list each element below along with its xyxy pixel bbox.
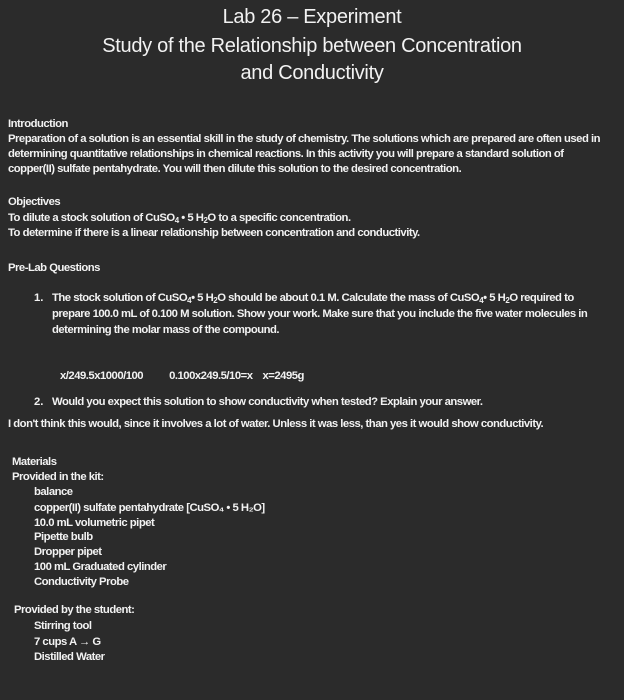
title-line-3: and Conductivity xyxy=(240,62,384,84)
question-2-text: Would you expect this solution to show conductivity when tested? Explain your answer. xyxy=(52,396,483,408)
question-1-line-1: The stock solution of CuSO$_4$• 5 $H_2O$ should be about 0.1 M. Calculate the mass of CuSO$_4$• 5 $H_2O$ required to xyxy=(52,292,574,305)
objectives-line-2: To determine if there is a linear relationship between concentration and conductivity. xyxy=(8,227,420,239)
question-1-line-3: determining the molar mass of the compound. xyxy=(52,324,280,336)
objectives-line-1: To dilute a stock solution of CuSO$_4$ • 5 $H_2O$ to a specific concentration. xyxy=(8,212,351,225)
objectives-heading: Objectives xyxy=(8,196,61,208)
introduction-line-2: determining quantitative relationships in chemical reactions. In this activity you will prepare a standard solution of xyxy=(8,148,564,160)
question-1-line-2: prepare 100.0 mL of 0.100 M solution. Show your work. Make sure that you include the five water molecules in xyxy=(52,308,588,320)
kit-item: Conductivity Probe xyxy=(34,576,129,588)
work-step-1: x/249.5x1000/100 xyxy=(60,370,144,382)
title-line-1: Lab 26 – Experiment xyxy=(222,6,402,28)
work-step-2: 0.100x249.5/10=x xyxy=(169,370,253,382)
kit-label: Provided in the kit: xyxy=(12,471,104,483)
student-item: 7 cups A → G xyxy=(34,636,101,648)
introduction-line-1: Preparation of a solution is an essential skill in the study of chemistry. The solutions which are prepared are often used in xyxy=(8,133,601,145)
introduction-heading: Introduction xyxy=(8,118,68,130)
kit-item: copper(II) sulfate pentahydrate [CuSO₄ • 5 H₂O] xyxy=(34,502,265,514)
prelab-heading: Pre-Lab Questions xyxy=(8,262,100,274)
question-2-answer: I don't think this would, since it involves a lot of water. Unless it was less, than yes it would show conductivity. xyxy=(8,418,544,430)
kit-item: 100 mL Graduated cylinder xyxy=(34,561,167,573)
materials-heading: Materials xyxy=(12,456,57,468)
student-item: Distilled Water xyxy=(34,651,105,663)
question-2-number: 2. xyxy=(34,396,44,408)
introduction-line-3: copper(II) sulfate pentahydrate. You will then dilute this solution to the desired concentration. xyxy=(8,163,462,175)
kit-item: 10.0 mL volumetric pipet xyxy=(34,517,155,529)
question-1-number: 1. xyxy=(34,292,44,304)
kit-item: Pipette bulb xyxy=(34,531,93,543)
work-step-3: x=2495g xyxy=(262,370,304,382)
work-answer-row xyxy=(60,370,330,382)
kit-item: balance xyxy=(34,486,73,498)
student-item: Stirring tool xyxy=(34,620,92,632)
title-line-2: Study of the Relationship between Concentration xyxy=(102,35,522,57)
student-label: Provided by the student: xyxy=(14,604,135,616)
kit-item: Dropper pipet xyxy=(34,546,102,558)
